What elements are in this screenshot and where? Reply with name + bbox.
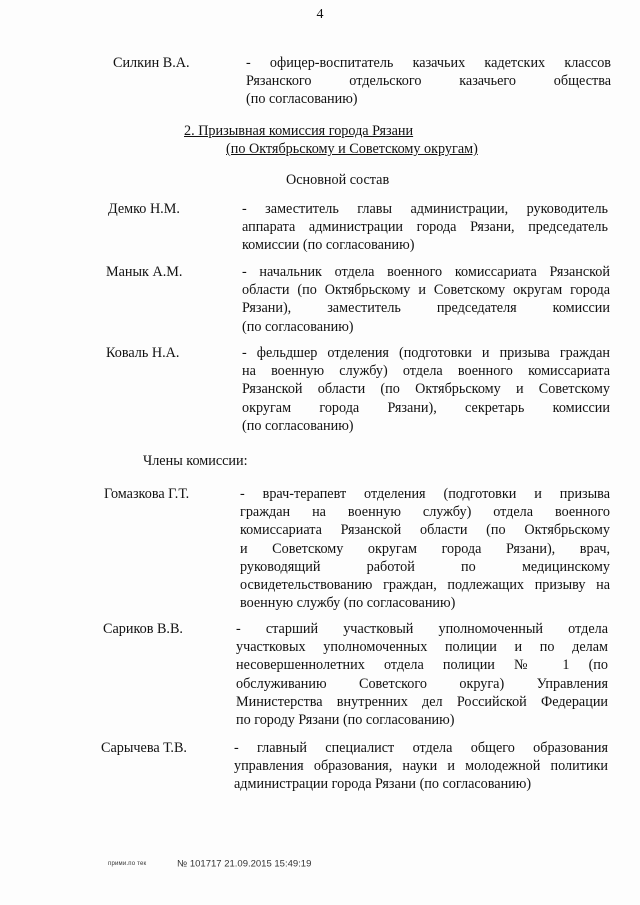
role-line: Рязани), заместитель председателя комиссии (242, 300, 610, 317)
document-footer (108, 855, 311, 874)
member-role (242, 200, 608, 255)
member-role (240, 485, 610, 612)
role-line: - старший участковый уполномоченный отдела (236, 621, 608, 637)
role-line: - врач-терапевт отделения (подготовки и призыва (240, 486, 610, 502)
role-line: комиссариата Рязанской области (по Октябрьскому (240, 522, 610, 539)
document-number: № 101717 21.09.2015 15:49:19 (177, 858, 312, 870)
role-line: (по согласованию) (242, 417, 354, 434)
role-line: - главный специалист отдела общего образования (234, 740, 608, 756)
role-line: Министерства внутренних дел Российской Федерации (236, 693, 608, 710)
role-line: военную службу (по согласованию) (240, 595, 456, 612)
role-line: - начальник отдела военного комиссариата Рязанской (242, 264, 610, 280)
role-line: комиссии (по согласованию) (242, 237, 415, 254)
member-role (234, 739, 608, 794)
page-number: 4 (316, 7, 324, 22)
commission-title-line2: (по Октябрьскому и Советскому округам) (226, 141, 478, 158)
main-staff-label: Основной состав (286, 172, 390, 188)
role-line: на военную службу) отдела военного комиссариата (242, 363, 610, 380)
role-line: администрации города Рязани (по согласованию) (234, 776, 532, 793)
role-line: - заместитель главы администрации, руководитель (242, 201, 608, 217)
role-line: аппарата администрации города Рязани, председатель (242, 219, 608, 236)
member-name: Гомазкова Г.Т. (104, 486, 190, 502)
role-line: - офицер-воспитатель казачьих кадетских классов (246, 55, 611, 71)
role-line: граждан на военную службу) отдела военного (240, 504, 610, 521)
role-line: несовершеннолетних отдела полиции № 1 (по (236, 657, 608, 674)
role-line: руководящий работой по медицинскому (240, 558, 610, 575)
role-line: Рязанской области (по Октябрьскому и Советскому (242, 381, 610, 398)
member-role (246, 54, 611, 109)
member-role (236, 620, 608, 729)
role-line: области (по Октябрьскому и Советскому округам города (242, 282, 610, 299)
member-role (242, 263, 610, 336)
member-name: Силкин В.А. (113, 55, 190, 71)
commission-title-line1: 2. Призывная комиссия города Рязани (184, 123, 414, 139)
role-line: (по согласованию) (246, 91, 358, 108)
role-line: округам города Рязани), секретарь комиссии (242, 399, 610, 416)
member-name: Сарычева Т.В. (101, 740, 187, 756)
member-name: Коваль Н.А. (106, 345, 180, 361)
footer-small-text: прими.по тек (108, 861, 147, 867)
role-line: и Советскому округам города Рязани), врач, (240, 540, 610, 557)
role-line: по городу Рязани (по согласованию) (236, 712, 455, 729)
role-line: управления образования, науки и молодежной политики (234, 758, 608, 775)
member-role (242, 344, 610, 435)
member-name: Манык А.М. (106, 264, 183, 280)
role-line: Рязанского отдельского казачьего общества (246, 73, 611, 90)
role-line: (по согласованию) (242, 318, 354, 335)
role-line: обслуживанию Советского округа) Управления (236, 675, 608, 692)
members-label: Члены комиссии: (143, 453, 248, 469)
role-line: - фельдшер отделения (подготовки и призыва граждан (242, 345, 610, 361)
role-line: освидетельствованию граждан, подлежащих призыву на (240, 577, 610, 594)
role-line: участковых уполномоченных полиции и по делам (236, 639, 608, 656)
member-name: Сариков В.В. (103, 621, 183, 637)
commission-title (0, 122, 640, 158)
member-name: Демко Н.М. (108, 201, 180, 217)
